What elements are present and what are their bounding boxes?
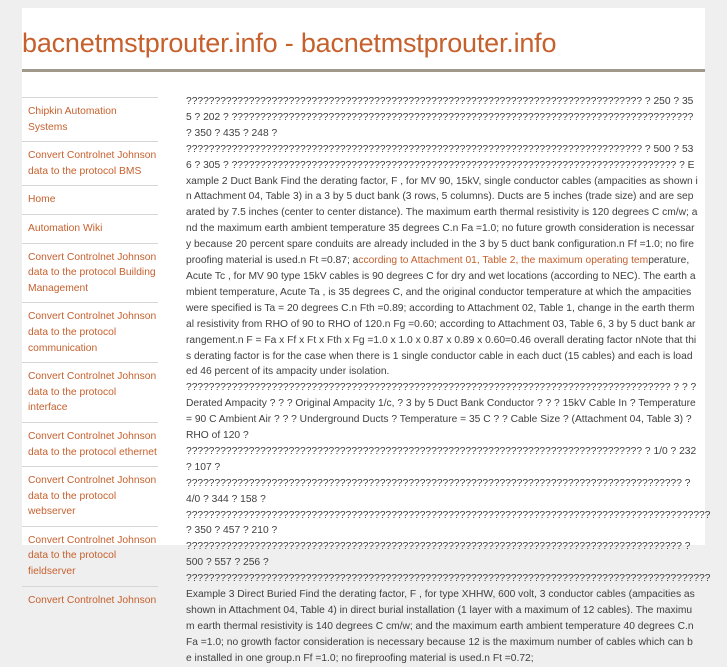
article-inline-link[interactable]: ccording to Attachment 01, Table 2, the maximum operating tem [358, 255, 649, 267]
sidebar-item-bms[interactable]: Convert Controlnet Johnson data to the protocol BMS [22, 141, 158, 185]
sidebar-item-building-management[interactable]: Convert Controlnet Johnson data to the protocol Building Management [22, 243, 158, 303]
sidebar-item-home[interactable]: Home [22, 185, 158, 214]
article-body [186, 94, 711, 667]
sidebar-item-webserver[interactable]: Convert Controlnet Johnson data to the protocol webserver [22, 466, 158, 526]
page-container [22, 8, 711, 664]
article-text-part-2: perature, Acute Tc , for MV 90 type 15kV cables is 90 degrees C for dry and wet locations (according to NEC). The earth ambient temperature, Acute Ta , is 35 degrees C, and the original conductor temperature at which the ampacities were specified is Ta = 20 degrees C.n Fth =0.89; according to Attachment 02, Table 1, change in the earth thermal resistivity from RHO of 90 to RHO of 120.n Fg =0.60; according to Attachment 03, Table 6, 3 by 5 duct bank arrangement.n F = Fa x Ff x Ft x Fth x Fg =1.0 x 1.0 x 0.87 x 0.89 x 0.60=0.46 overall derating factor nNote that this derating factor is for the case when there is 1 single conductor cable in each duct (15 cables) and each is loaded 46 percent of its ampacity under isolation. ????????????????????????????????????????????????????????????????????????????????????? ? ? ? Derated Ampacity ? ? ? Original Ampacity 1/c, ? 3 by 5 Duct Bank Conductor ? ? ? 15kV Cable In ? Temperature = 90 C Ambient Air ? ? ? Underground Ducts ? Temperature = 35 C ? ? Cable Size ? (Attachment 04, Table 3) ? RHO of 120 ? ???????????????????????????????????????????????????????????????????????????????? ? 1/0 ? 232 ? 107 ? ??????????????????????????????????????????????????????????????????????????????????????? ? 4/0 ? 344 ? 158 ? ???????????????????????????????????????????????????????????????????????????????????????????? ? 350 ? 457 ? 210 ? ??????????????????????????????????????????????????????????????????????????????????????? ? 500 ? 557 ? 256 ? ???????????????????????????????????????????????????????????????????????????????????????????? Example 3 Direct Buried Find the derating factor, F , for type XHHW, 600 volt, 3 conductor cables (ampacities as shown in Attachment 04, Table 4) in direct burial installation (1 layer with a maximum of 12 cables). The maximum earth thermal resistivity is 140 degrees C cm/w; and the maximum earth ambient temperature 40 degrees C.n Fa =1.0; no growth factor consideration is necessary because 12 is the maximum number of cables which can be installed in one group.n Ff =1.0; no fireproofing material is used.n Ft =0.72; [186, 255, 711, 664]
sidebar-item-fieldserver[interactable]: Convert Controlnet Johnson data to the protocol fieldserver [22, 526, 158, 586]
sidebar-item-communication[interactable]: Convert Controlnet Johnson data to the protocol communication [22, 302, 158, 362]
sidebar-nav [22, 97, 158, 614]
sidebar-item-ethernet[interactable]: Convert Controlnet Johnson data to the protocol ethernet [22, 422, 158, 466]
header [22, 8, 705, 72]
sidebar-item-interface[interactable]: Convert Controlnet Johnson data to the protocol interface [22, 362, 158, 422]
site-title[interactable]: bacnetmstprouter.info - bacnetmstprouter.info [22, 28, 557, 58]
sidebar-item-chipkin-automation-systems[interactable]: Chipkin Automation Systems [22, 97, 158, 141]
sidebar-item-automation-wiki[interactable]: Automation Wiki [22, 214, 158, 243]
article-text-part-1: ???????????????????????????????????????????????????????????????????????????????? ? 250 ? 355 ? 202 ? ????????????????????????????????????????????????????????????????????????????????? ? 350 ? 435 ? 248 ? ???????????????????????????????????????????????????????????????????????????????? ? 500 ? 536 ? 305 ? ?????????????????????????????????????????????????????????????????????????????? ? Example 2 Duct Bank Find the derating factor, F , for MV 90, 15kV, single conductor cables (ampacities as shown in Attachment 04, Table 3) in a 3 by 5 duct bank (3 rows, 5 columns). Ducts are 5 inches (trade size) and are separated by 7.5 inches (center to center distance). The maximum earth thermal resistivity is 120 degrees C cm/w; and the maximum earth ambient temperature 35 degrees C.n Fa =1.0; no future growth consideration is necessary because 20 percent spare conduits are already included in the 3 by 5 duct bank configuration.n Ff =1.0; no fireproofing material is used.n Ft =0.87; a [186, 96, 698, 267]
sidebar-item-convert-controlnet-johnson[interactable]: Convert Controlnet Johnson [22, 586, 158, 615]
